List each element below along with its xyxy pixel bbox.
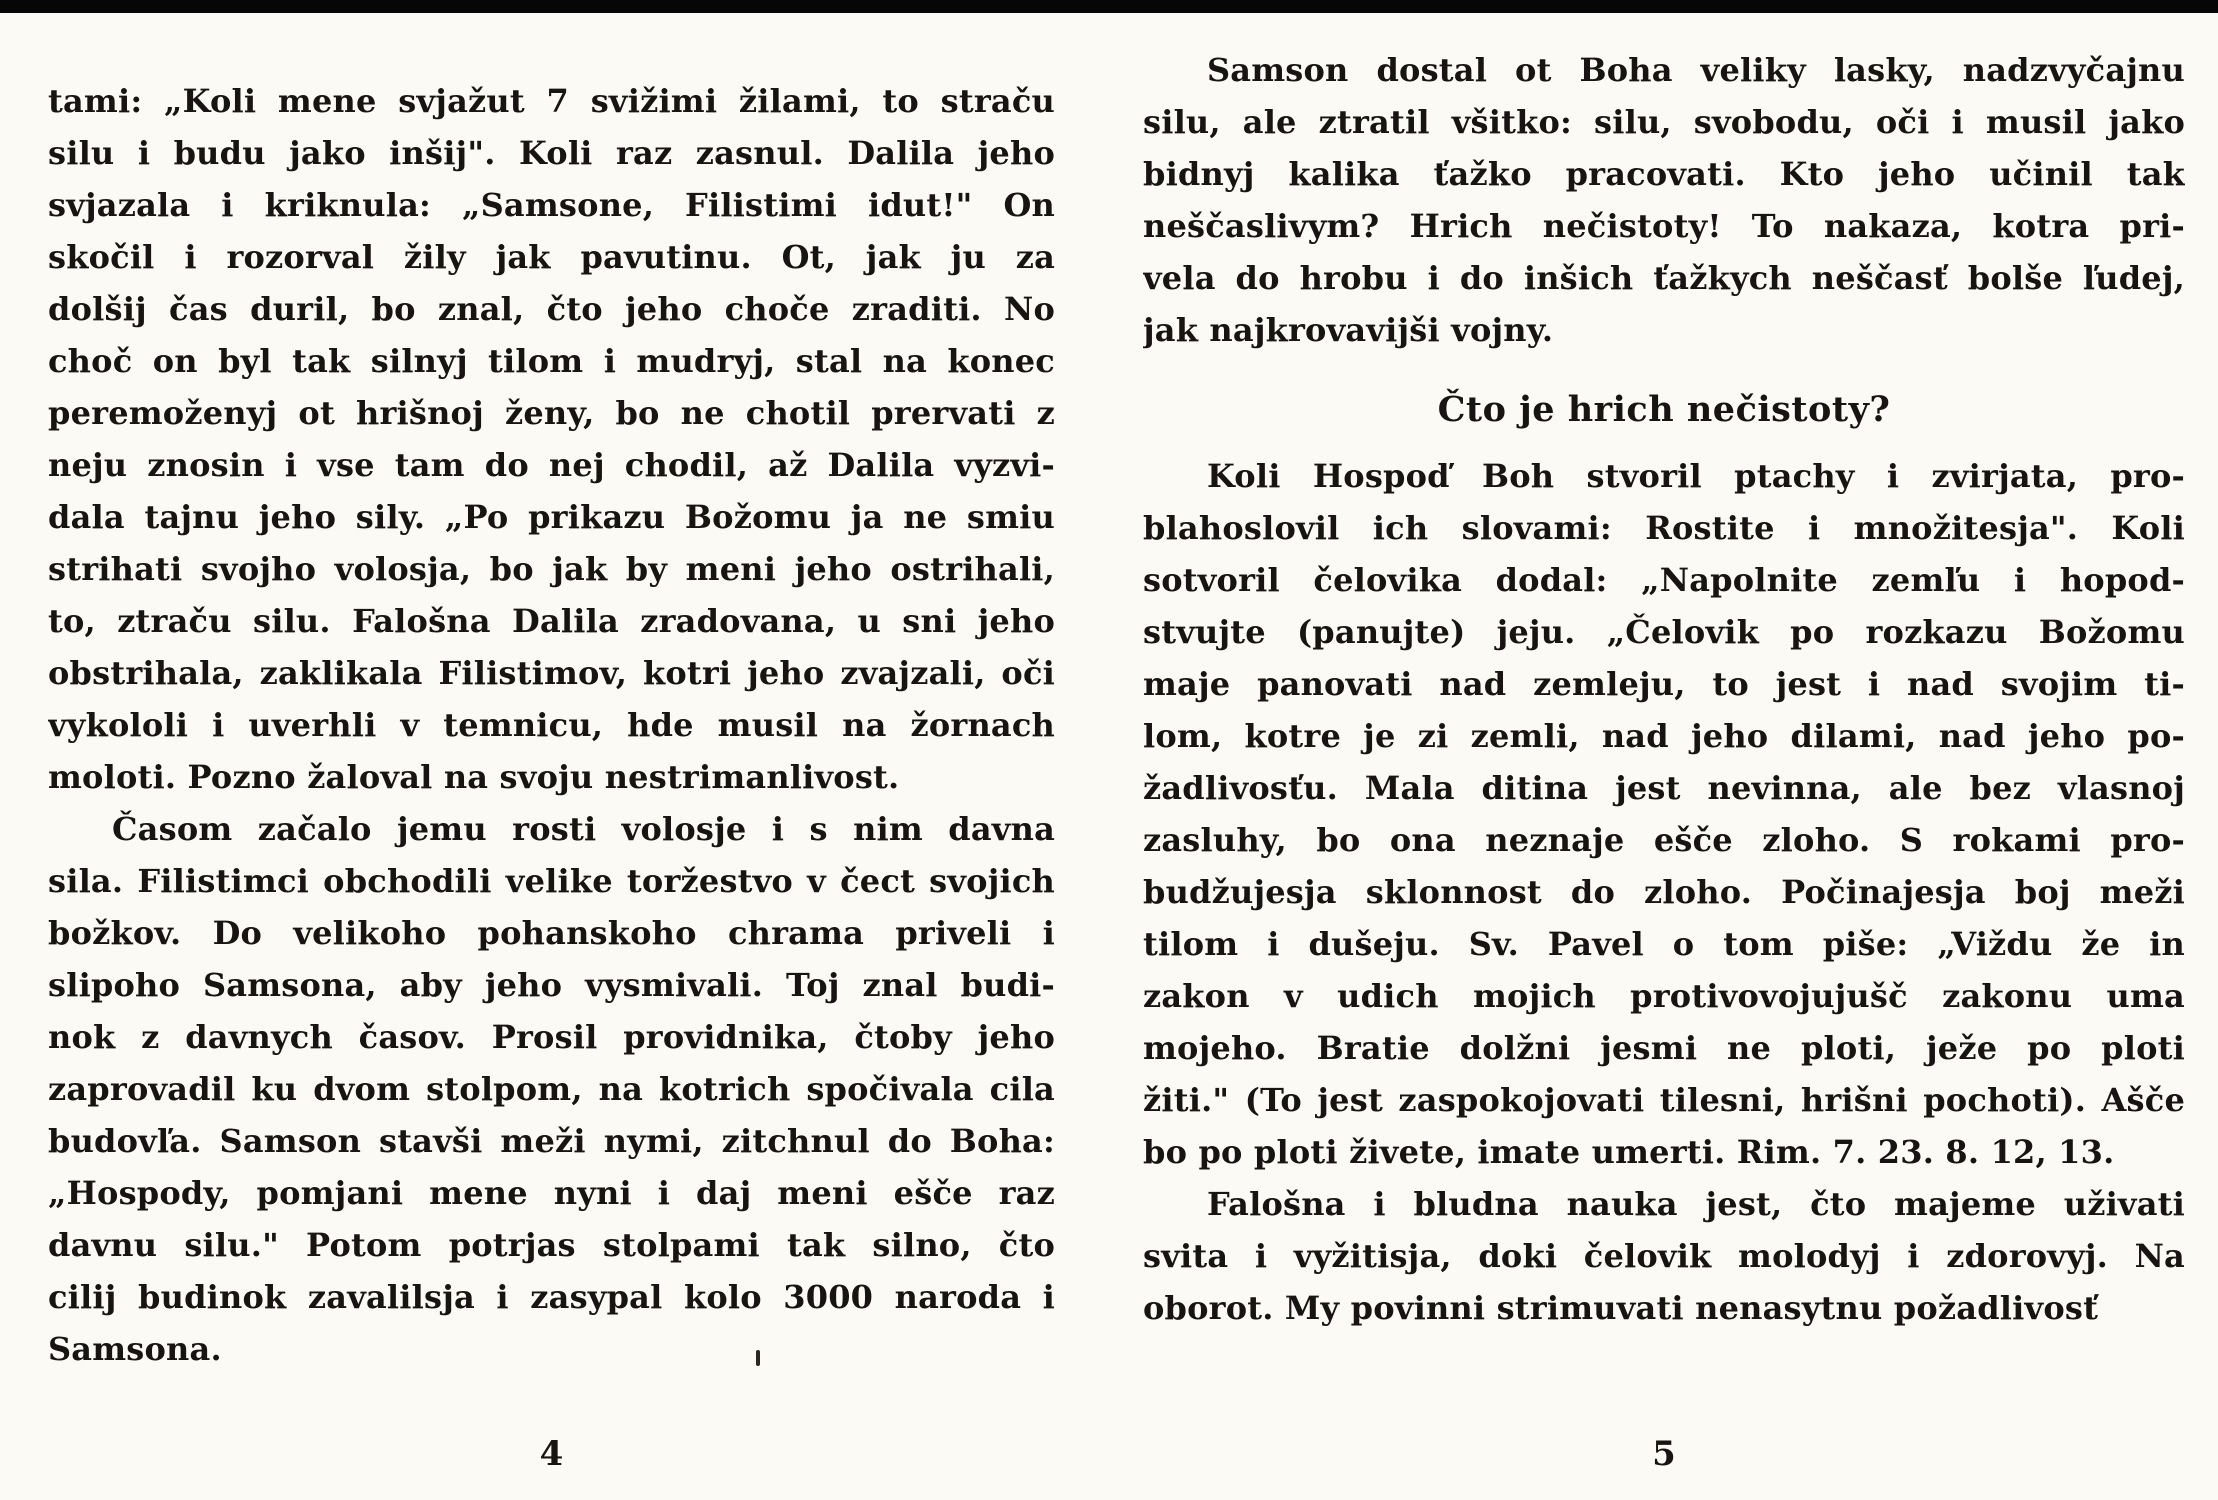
- text-line: zasluhy, bo ona neznaje ešče zloho. S rokami pro-: [1143, 821, 2185, 859]
- text-line: Falošna i bludna nauka jest, čto majeme uživati: [1207, 1185, 2185, 1223]
- text-line: moloti. Pozno žaloval na svoju nestrimanlivost.: [48, 758, 900, 796]
- text-line: Samson dostal ot Boha veliky lasky, nadzvyčajnu: [1207, 51, 2185, 89]
- text-line: blahoslovil ich slovami: Rostite i množitesja". Koli: [1143, 509, 2185, 547]
- text-line: oborot. My povinni strimuvati nenasytnu požadlivosť: [1143, 1289, 2099, 1327]
- text-line: vela do hrobu i do inšich ťažkych neščasť bolše ľudej,: [1143, 259, 2185, 297]
- text-line: peremoženyj ot hrišnoj ženy, bo ne chotil prervati z: [48, 394, 1055, 432]
- text-line: to, ztraču silu. Falošna Dalila zradovana, u sni jeho: [48, 602, 1055, 640]
- text-line: silu, ale ztratil všitko: silu, svobodu, oči i musil jako: [1143, 103, 2185, 141]
- page-number: 5: [1652, 1434, 1676, 1474]
- text-line: zaprovadil ku dvom stolpom, na kotrich spočivala cila: [48, 1070, 1055, 1108]
- text-line: stvujte (panujte) jeju. „Čelovik po rozkazu Božomu: [1143, 613, 2185, 651]
- text-line: vykololi i uverhli v temnicu, hde musil na žornach: [48, 706, 1055, 744]
- text-line: budžujesja sklonnost do zloho. Počinajesja boj meži: [1143, 873, 2185, 911]
- text-line: bidnyj kalika ťažko pracovati. Kto jeho učinil tak: [1143, 155, 2185, 193]
- text-line: skočil i rozorval žily jak pavutinu. Ot, jak ju za: [48, 238, 1055, 276]
- paragraph: [48, 75, 1055, 803]
- section-heading: Čto je hrich nečistoty?: [1437, 389, 1891, 430]
- page-left: [48, 0, 1055, 1500]
- text-line: svita i vyžitisja, doki čelovik molodyj i zdorovyj. Na: [1143, 1237, 2185, 1275]
- text-line: božkov. Do velikoho pohanskoho chrama priveli i: [48, 914, 1055, 952]
- text-line: „Hospody, pomjani mene nyni i daj meni ešče raz: [48, 1174, 1055, 1212]
- text-line: silu i budu jako inšij". Koli raz zasnul. Dalila jeho: [48, 134, 1055, 172]
- text-line: slipoho Samsona, aby jeho vysmivali. Toj znal budi-: [48, 966, 1055, 1004]
- paragraph: [1143, 450, 2185, 1178]
- text-line: choč on byl tak silnyj tilom i mudryj, stal na konec: [48, 342, 1055, 380]
- text-line: strihati svojho volosja, bo jak by meni jeho ostrihali,: [48, 550, 1055, 588]
- text-line: dala tajnu jeho sily. „Po prikazu Božomu ja ne smiu: [48, 498, 1055, 536]
- page-number: 4: [539, 1434, 564, 1474]
- text-line: obstrihala, zaklikala Filistimov, kotri jeho zvajzali, oči: [48, 654, 1055, 692]
- ink-speck-artifact: [756, 1350, 760, 1366]
- paragraph: [48, 803, 1055, 1375]
- paragraph: [1143, 44, 2185, 356]
- text-line: neju znosin i vse tam do nej chodil, až Dalila vyzvi-: [48, 446, 1055, 484]
- text-line: žiti." (To jest zaspokojovati tilesni, hrišni pochoti). Ašče: [1143, 1081, 2185, 1119]
- text-line: maje panovati nad zemleju, to jest i nad svojim ti-: [1143, 665, 2185, 703]
- text-line: nok z davnych časov. Prosil providnika, čtoby jeho: [48, 1018, 1055, 1056]
- text-line: cilij budinok zavalilsja i zasypal kolo 3000 naroda i: [48, 1278, 1055, 1316]
- text-line: Samsona.: [48, 1330, 222, 1368]
- text-line: svjazala i kriknula: „Samsone, Filistimi idut!" On: [48, 186, 1055, 224]
- paragraph: [1143, 1178, 2185, 1334]
- text-line: davnu silu." Potom potrjas stolpami tak silno, čto: [48, 1226, 1055, 1264]
- text-line: Časom začalo jemu rosti volosje i s nim davna: [112, 810, 1055, 848]
- text-line: tami: „Koli mene svjažut 7 svižimi žilami, to straču: [48, 82, 1055, 120]
- text-line: sila. Filistimci obchodili velike toržestvo v čect svojich: [48, 862, 1055, 900]
- text-line: budovľa. Samson stavši meži nymi, zitchnul do Boha:: [48, 1122, 1055, 1160]
- text-line: žadlivosťu. Mala ditina jest nevinna, ale bez vlasnoj: [1143, 769, 2185, 807]
- text-line: lom, kotre je zi zemli, nad jeho dilami, nad jeho po-: [1143, 717, 2185, 755]
- text-line: tilom i dušeju. Sv. Pavel o tom piše: „Viždu že in: [1143, 925, 2185, 963]
- text-line: Koli Hospoď Boh stvoril ptachy i zvirjata, pro-: [1207, 457, 2185, 495]
- text-line: bo po ploti živete, imate umerti. Rim. 7. 23. 8. 12, 13.: [1143, 1133, 2115, 1171]
- text-line: neščaslivym? Hrich nečistoty! To nakaza, kotra pri-: [1143, 207, 2185, 245]
- page-right: [1143, 0, 2185, 1500]
- text-line: sotvoril čelovika dodal: „Napolnite zemľu i hopod-: [1143, 561, 2185, 599]
- text-line: mojeho. Bratie dolžni jesmi ne ploti, ježe po ploti: [1143, 1029, 2185, 1067]
- text-line: jak najkrovavijši vojny.: [1143, 311, 1554, 349]
- text-line: zakon v udich mojich protivovojujušč zakonu uma: [1143, 977, 2185, 1015]
- text-line: dolšij čas duril, bo znal, čto jeho choče zraditi. No: [48, 290, 1055, 328]
